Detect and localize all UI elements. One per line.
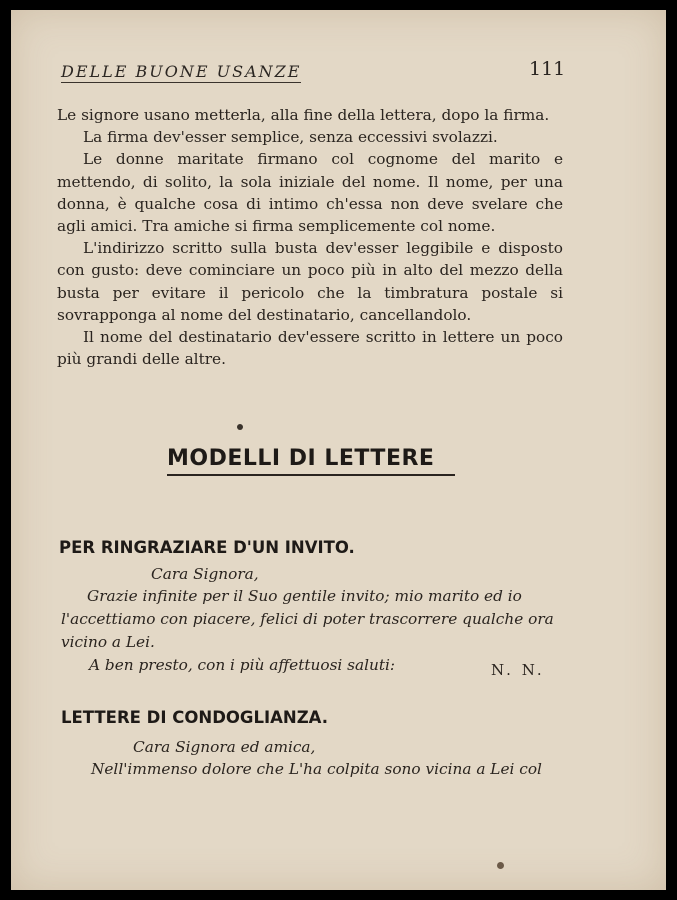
letter2-salutation: Cara Signora ed amica, — [133, 738, 316, 756]
letter1-line2: l'accettiamo con piacere, felici di poter trascorrere qualche ora — [61, 610, 554, 628]
letter-heading-condoglianza: LETTERE DI CONDOGLIANZA. — [61, 708, 328, 727]
letter1-signature: N. N. — [491, 661, 545, 679]
book-page — [11, 10, 666, 890]
title-underline — [167, 474, 455, 476]
letter2-line1: Nell'immenso dolore che L'ha colpita sono vicina a Lei col — [91, 760, 542, 778]
letter1-closing: A ben presto, con i più affettuosi saluti: — [89, 656, 396, 674]
running-title: DELLE BUONE USANZE — [61, 62, 302, 81]
section-title: MODELLI DI LETTERE — [167, 446, 435, 471]
paragraph-1: Le signore usano metterla, alla fine della lettera, dopo la firma. — [57, 106, 550, 124]
letter1-salutation: Cara Signora, — [151, 565, 259, 583]
paragraph-3: Le donne maritate firmano col cognome del marito e mettendo, di solito, la sola iniziale del nome. Il nome, per una donna, è qualche cosa di intimo ch'essa non deve svelare che agli amici. Tra amiche si firma semplicemente col nome. — [57, 150, 563, 236]
letter1-line3: vicino a Lei. — [61, 633, 155, 651]
paragraph-2: La firma dev'esser semplice, senza eccessivi svolazzi. — [83, 128, 498, 147]
letter-heading-invito: PER RINGRAZIARE D'UN INVITO. — [59, 538, 355, 557]
page-number: 111 — [529, 58, 566, 80]
paragraph-4: L'indirizzo scritto sulla busta dev'esser leggibile e disposto con gusto: deve cominciare un poco più in alto del mezzo della busta per evitare il pericolo che la timbratura postale si sovrapponga al nome del destinatario, cancellandolo. — [57, 239, 563, 324]
ornament-dot — [237, 424, 243, 430]
body-text — [57, 104, 563, 370]
paragraph-5: Il nome del destinatario dev'essere scritto in lettere un poco più grandi delle altre. — [57, 328, 563, 369]
letter1-line1: Grazie infinite per il Suo gentile invito; mio marito ed io — [87, 587, 522, 605]
paper-spot — [497, 862, 504, 869]
